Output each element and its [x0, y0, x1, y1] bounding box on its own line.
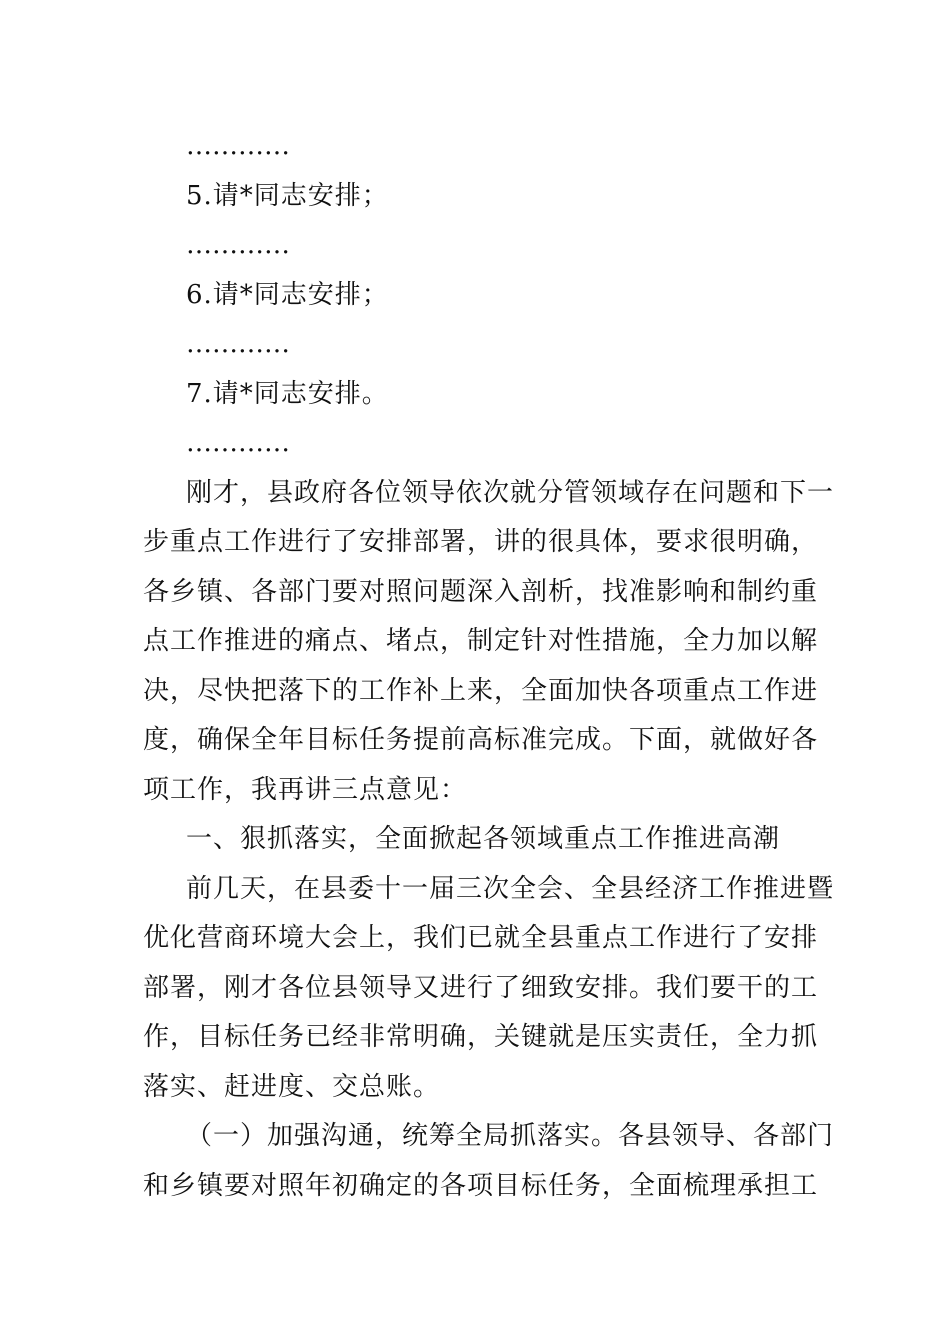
- document-body: [143, 122, 835, 1211]
- paragraph-line: 步重点工作进行了安排部署，讲的很具体，要求很明确，: [143, 527, 819, 557]
- paragraph-line: 刚才，县政府各位领导依次就分管领域存在问题和下一: [186, 477, 835, 508]
- ellipsis-line: …………: [186, 131, 290, 161]
- section-heading: 一、狠抓落实，全面掀起各领域重点工作推进高潮: [186, 824, 781, 854]
- paragraph-line: 点工作推进的痛点、堵点，制定针对性措施，全力加以解: [143, 626, 819, 656]
- paragraph-line: 各乡镇、各部门要对照问题深入剖析，找准影响和制约重: [143, 576, 819, 607]
- agenda-item-5: 5.请*同志安排；: [186, 180, 389, 211]
- ellipsis-line: …………: [186, 428, 290, 458]
- paragraph-line: 部署，刚才各位县领导又进行了细致安排。我们要干的工: [143, 972, 819, 1003]
- agenda-item-7: 7.请*同志安排。: [186, 378, 389, 409]
- paragraph-line: 度，确保全年目标任务提前高标准完成。下面，就做好各: [143, 725, 819, 755]
- subsection-paragraph-line: （一）加强沟通，统筹全局抓落实。各县领导、各部门: [186, 1121, 835, 1151]
- paragraph-line: 项工作，我再讲三点意见：: [143, 774, 468, 805]
- paragraph-line: 落实、赶进度、交总账。: [143, 1071, 441, 1102]
- paragraph-line: 前几天，在县委十一届三次全会、全县经济工作推进暨: [186, 873, 835, 904]
- ellipsis-line: …………: [186, 329, 290, 359]
- paragraph-line: 作，目标任务已经非常明确，关键就是压实责任，全力抓: [143, 1022, 819, 1052]
- paragraph-line: 决，尽快把落下的工作补上来，全面加快各项重点工作进: [143, 675, 819, 706]
- paragraph-line: 和乡镇要对照年初确定的各项目标任务，全面梳理承担工: [143, 1170, 819, 1201]
- agenda-item-6: 6.请*同志安排；: [186, 279, 389, 310]
- ellipsis-line: …………: [186, 230, 290, 260]
- paragraph-line: 优化营商环境大会上，我们已就全县重点工作进行了安排: [143, 923, 819, 953]
